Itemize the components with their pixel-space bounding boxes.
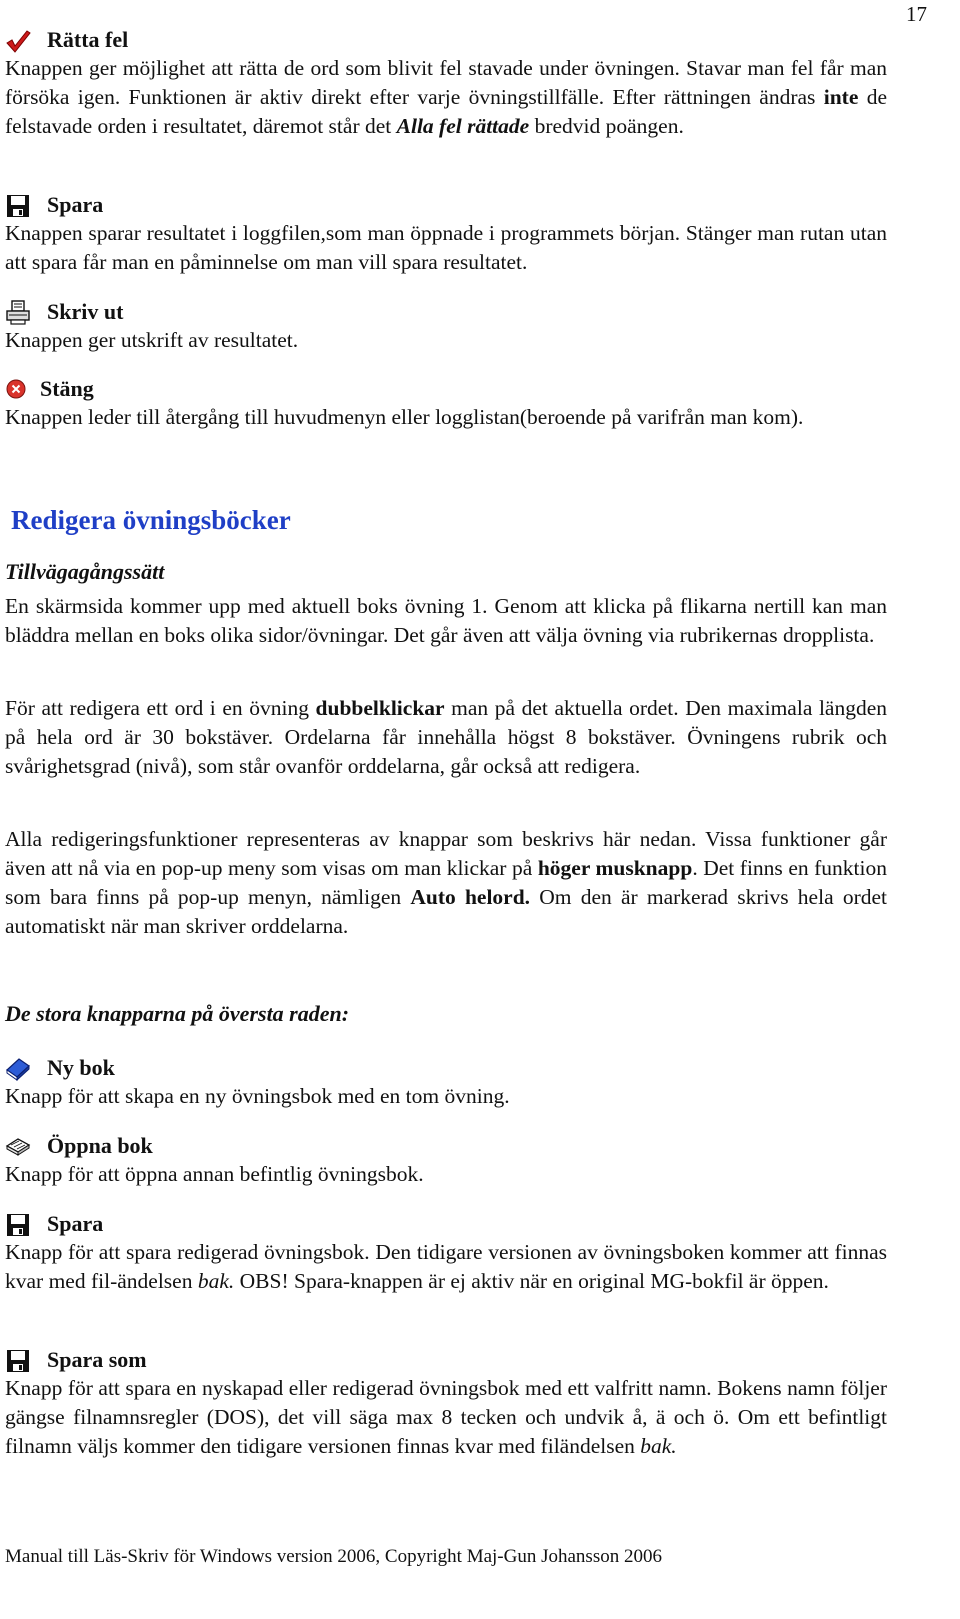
section-skriv-ut [5,297,887,355]
text-run: Knapp för att skapa en ny övningsbok med en tom övning. [5,1084,510,1108]
floppy-disk-icon [5,1348,31,1374]
floppy-disk-icon [5,1212,31,1238]
section-paragraph [5,219,887,277]
body-paragraph-2 [5,694,887,781]
section-paragraph [5,1082,887,1111]
check-icon [5,28,31,54]
text-run: Om den är markerad skrivs hela ordet automatiskt när man skriver orddelarna. [5,885,887,938]
section-stang [5,374,887,432]
section-spara-resultat [5,190,887,277]
printer-icon [5,300,31,326]
section-paragraph [5,326,887,355]
section-paragraph [5,1160,887,1189]
section-heading: Redigera övningsböcker [11,505,291,535]
subheading-tillvagagangssatt: Tillvägagångssätt [5,559,165,584]
text-run: man på det aktuella ordet. Den maximala längden på hela ord är 30 bokstäver. Ordelarna får innehålla högst 8 bokstäver. Övningens rubrik och svårighetsgrad (nivå), som står ovanför orddelarna, går också att redigera. [5,696,888,778]
text-run: Knapp för att spara en nyskapad eller redigerad övningsbok med ett valfritt namn. Bokens namn följer gängse filnamnsregler (DOS), det vill säga max 8 tecken och undvik å, ä och ö. Om ett befintligt filnamn väljs kommer den tidigare versionen finnas kvar med filändelsen [5,1376,887,1458]
text-run: Knapp för att spara redigerad övningsbok. Den tidigare versionen av övningsboken kommer att finnas kvar med fil-ändelsen [5,1240,887,1293]
text-run: Knapp för att öppna annan befintlig övningsbok. [5,1162,424,1186]
new-book-icon [5,1056,31,1082]
text-run: inte [823,85,859,109]
section-title: Rätta fel [5,25,887,54]
section-spara-bok [5,1209,887,1296]
section-title: Skriv ut [5,297,887,326]
section-paragraph [5,54,887,141]
text-run: dubbelklickar [315,696,445,720]
close-circle-icon [5,377,25,403]
text-run: Knappen sparar resultatet i loggfilen,som man öppnade i programmets början. Stänger man rutan utan att spara får man en påminnelse om man vill spara resultatet. [5,221,887,274]
section-title: Stäng [5,374,887,403]
section-paragraph [5,1374,887,1461]
section-title: Spara som [5,1345,887,1374]
text-run: bak. [640,1434,677,1458]
text-run: Alla redigeringsfunktioner representeras av knappar som beskrivs här nedan. Vissa funktioner går även att nå via en pop-up meny som visas om man klickar på [5,827,887,880]
section-title: Öppna bok [5,1131,887,1160]
section-spara-som [5,1345,887,1461]
text-run: Alla fel rättade [396,114,530,138]
section-paragraph [5,1238,887,1296]
section-ny-bok [5,1053,887,1111]
text-run: bak. [197,1269,235,1293]
section-title: Ny bok [5,1053,887,1082]
text-run: Knappen leder till återgång till huvudmenyn eller logglistan(beroende på varifrån man kom). [5,405,804,429]
text-run: OBS! Spara-knappen är ej aktiv när en original MG-bokfil är öppen. [234,1269,829,1293]
text-run: Knappen ger möjlighet att rätta de ord som blivit fel stavade under övningen. Stavar man fel får man försöka igen. Funktionen är aktiv direkt efter varje övningstillfälle. Efter rättningen ändras [5,56,887,109]
body-paragraph-3 [5,825,887,941]
text-run: Auto helord. [410,885,531,909]
section-title: Spara [5,1209,887,1238]
text-run: de felstavade orden i resultatet, däremot står det [5,85,887,138]
floppy-disk-icon [5,193,31,219]
subheading-stora-knapparna: De stora knapparna på översta raden: [5,1001,350,1026]
text-run: höger musknapp [537,856,693,880]
text-run: Knappen ger utskrift av resultatet. [5,328,299,352]
text-run: En skärmsida kommer upp med aktuell boks övning 1. Genom att klicka på flikarna nertill kan man bläddra mellan en boks olika sidor/övningar. Det går även att välja övning via rubrikernas dropplista. [5,594,887,647]
open-book-icon [5,1134,31,1160]
text-run: bredvid poängen. [529,114,684,138]
text-run: . Det finns en funktion som bara finns på pop-up menyn, nämligen [5,856,887,909]
body-paragraph-1 [5,592,887,650]
page-number: 17 [906,2,927,26]
section-title: Spara [5,190,887,219]
text-run: För att redigera ett ord i en övning [5,696,316,720]
section-paragraph [5,403,887,432]
section-ratta-fel [5,25,887,141]
footer: Manual till Läs-Skriv för Windows version 2006, Copyright Maj-Gun Johansson 2006 [5,1546,662,1567]
section-oppna-bok [5,1131,887,1189]
